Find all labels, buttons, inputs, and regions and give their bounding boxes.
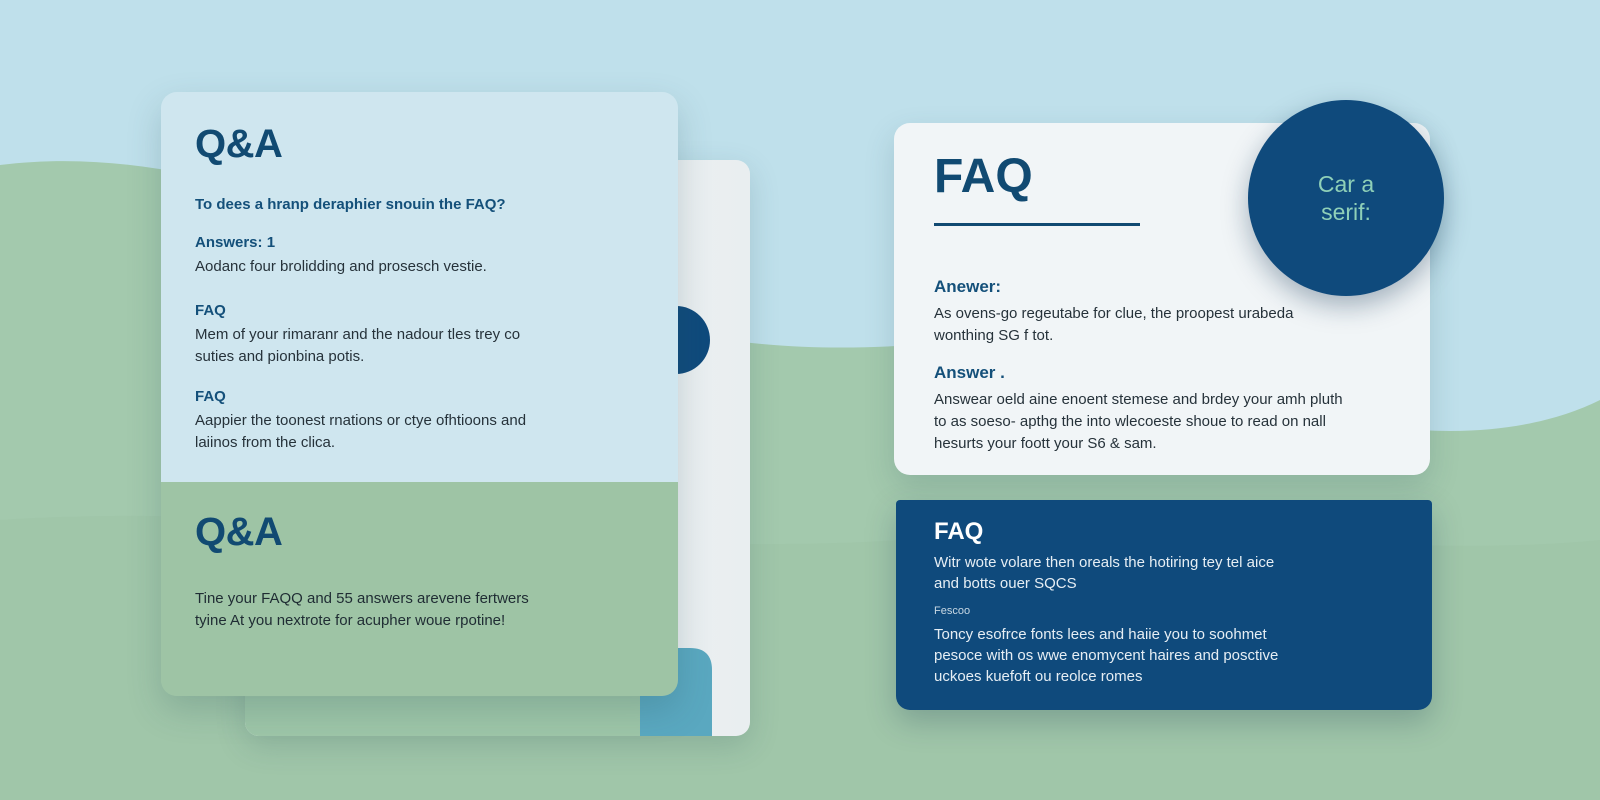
qa-answer-label-1: Answers: 1	[195, 234, 276, 251]
circle-badge-text	[1286, 170, 1406, 226]
circle-text-line-2: serif:	[1321, 199, 1371, 225]
qa-title: Q&A	[195, 122, 283, 166]
qa-card-bottom	[161, 482, 678, 696]
faq-title: FAQ	[934, 150, 1033, 203]
qa-card-top	[161, 92, 678, 482]
blue-faq-card	[896, 500, 1432, 710]
blue-faq-text-2a: Toncy esofrce fonts lees and haiie you to soohmet	[934, 626, 1267, 643]
blue-faq-title: FAQ	[934, 518, 984, 545]
faq-answer-text-1a: As ovens-go regeutabe for clue, the proopest urabeda	[934, 305, 1294, 322]
qa-faq-text-2b: laiinos from the clica.	[195, 434, 336, 451]
faq-answer-text-2c: hesurts your foott your S6 & sam.	[934, 435, 1157, 452]
back-card-green-strip	[245, 690, 645, 736]
qa-faq-text-2a: Aappier the toonest rnations or ctye ofhtioons and	[195, 412, 527, 429]
qa-bottom-text-a: Tine your FAQQ and 55 answers arevene fertwers	[195, 590, 529, 607]
qa-bottom-text-b: tyine At you nextrote for acupher woue rpotine!	[195, 612, 506, 629]
faq-answer-text-1b: wonthing SG f tot.	[934, 327, 1054, 344]
faq-answer-label-1: Anewer:	[934, 277, 1002, 296]
circle-badge	[1248, 100, 1444, 296]
qa-faq-text-1a: Mem of your rimaranr and the nadour tles trey co	[195, 326, 521, 343]
faq-answer-text-2b: to as soeso- apthg the into wlecoeste shoue to read on nall	[934, 413, 1326, 430]
qa-question: To dees a hranp deraphier snouin the FAQ?	[195, 196, 506, 213]
blue-faq-text-1a: Witr wote volare then oreals the hotiring tey tel aice	[934, 554, 1275, 571]
qa-answer-text-1: Aodanc four brolidding and prosesch vestie.	[195, 258, 487, 275]
qa-bottom-title: Q&A	[195, 510, 283, 554]
qa-faq-text-1b: suties and pionbina potis.	[195, 348, 365, 365]
faq-answer-label-2: Answer .	[934, 363, 1005, 382]
qa-card	[161, 92, 678, 696]
blue-faq-small-label: Fescoo	[934, 605, 971, 617]
faq-title-underline	[934, 223, 1140, 226]
blue-faq-text-2c: uckoes kuefoft ou reolce romes	[934, 668, 1143, 685]
qa-faq-label-1: FAQ	[195, 302, 226, 319]
circle-text-line-1: Car a	[1317, 171, 1375, 197]
blue-faq-text-2b: pesoce with os wwe enomycent haires and posctive	[934, 647, 1279, 664]
faq-answer-text-2a: Answear oeld aine enoent stemese and brdey your amh pluth	[934, 391, 1343, 408]
qa-faq-label-2: FAQ	[195, 388, 226, 405]
blue-faq-text-1b: and botts ouer SQCS	[934, 575, 1077, 592]
